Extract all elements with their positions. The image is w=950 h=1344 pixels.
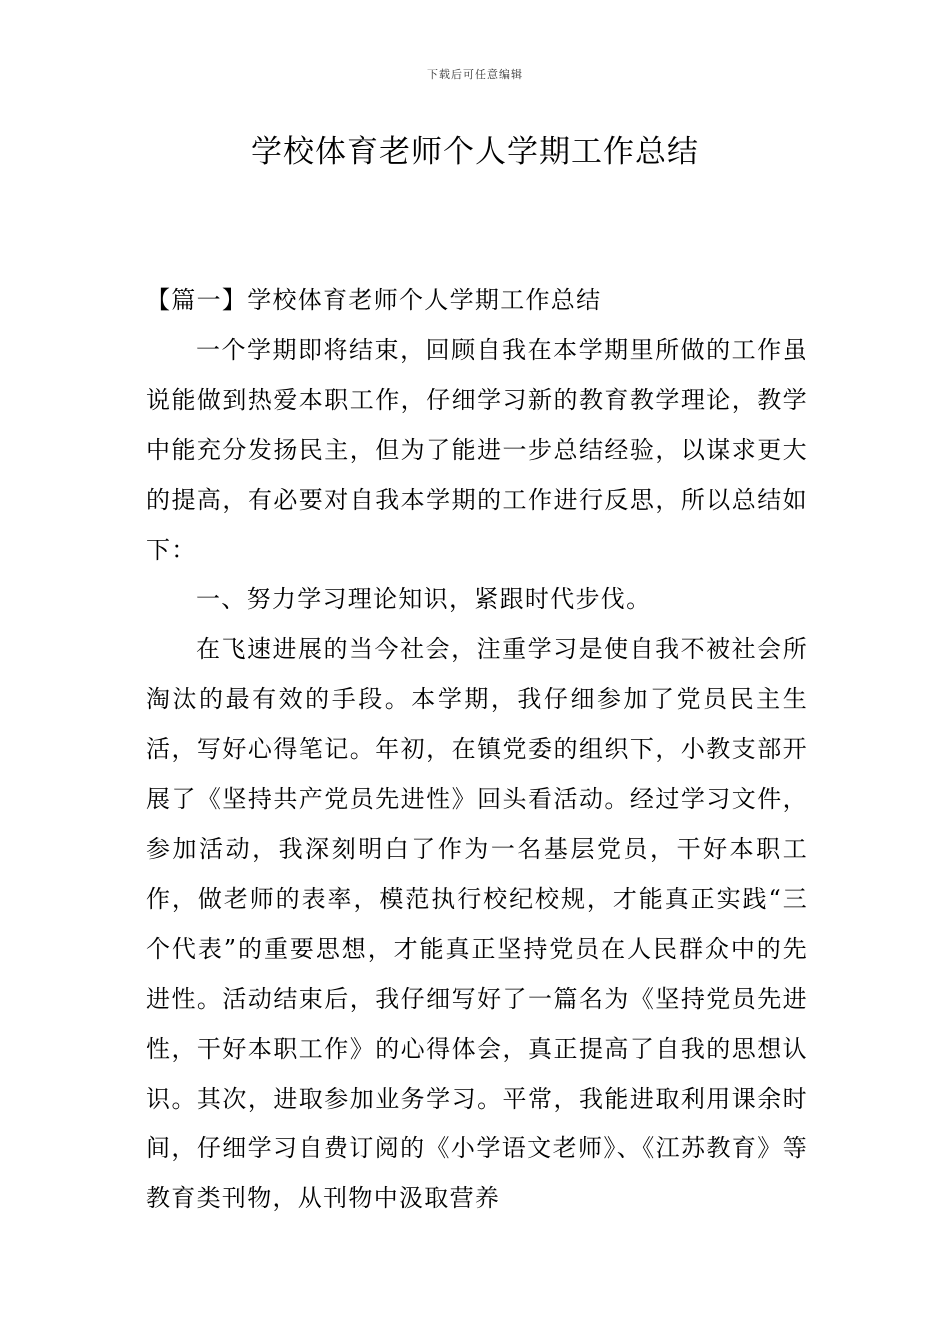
paragraph-study: 在飞速进展的当今社会，注重学习是使自我不被社会所淘汰的最有效的手段。本学期，我仔细参加了党员民主生活，写好心得笔记。年初，在镇党委的组织下，小教支部开展了《坚持共产党员先进性》回头看活动。经过学习文件，参加活动，我深刻明白了作为一名基层党员，干好本职工作，做老师的表率，模范执行校纪校规，才能真正实践“三个代表”的重要思想，才能真正坚持党员在人民群众中的先进性。活动结束后，我仔细写好了一篇名为《坚持党员先进性，干好本职工作》的心得体会，真正提高了自我的思想认识。其次，进取参加业务学习。平常，我能进取利用课余时间，仔细学习自费订阅的《小学语文老师》、《江苏教育》等教育类刊物，从刊物中汲取营养 xyxy=(146,635,808,1213)
paragraph-intro: 一个学期即将结束，回顾自我在本学期里所做的工作虽说能做到热爱本职工作，仔细学习新的教育教学理论，教学中能充分发扬民主，但为了能进一步总结经验，以谋求更大的提高，有必要对自我本学期的工作进行反思，所以总结如下： xyxy=(146,335,808,564)
header-note: 下载后可任意编辑 xyxy=(427,68,523,81)
paragraph-subheading-1: 一、努力学习理论知识，紧跟时代步伐。 xyxy=(196,585,652,614)
section-heading: 【篇一】学校体育老师个人学期工作总结 xyxy=(146,286,602,314)
document-body xyxy=(146,276,808,1224)
document-title: 学校体育老师个人学期工作总结 xyxy=(251,134,699,170)
